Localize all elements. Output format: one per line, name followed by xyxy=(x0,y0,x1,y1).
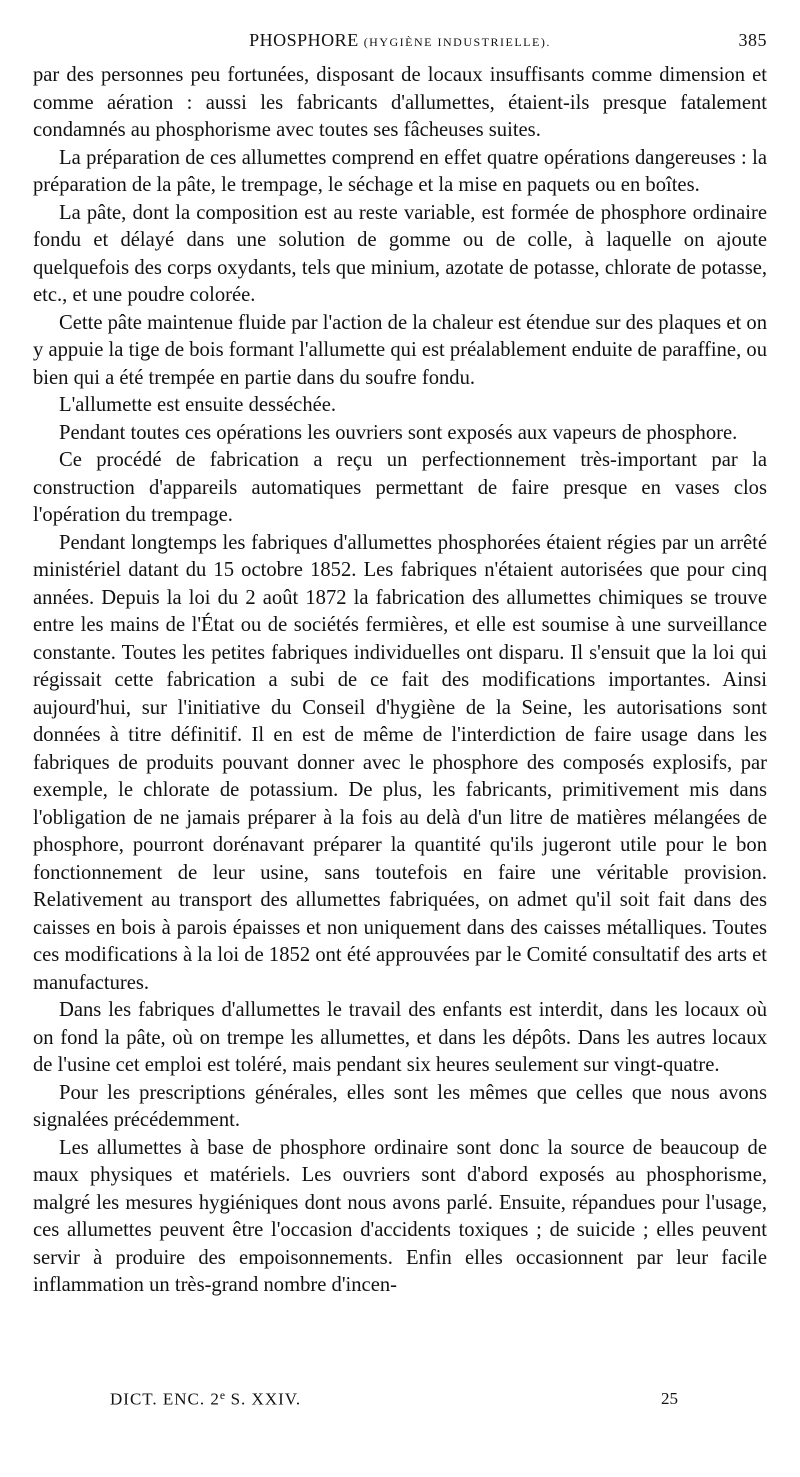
paragraph: par des personnes peu fortunées, disposant de locaux insuffisants comme dimension et comme aération : aussi les fabricants d'allumettes, étaient-ils presque fatalement condamnés au phosphorisme avec toutes ses fâcheuses suites. xyxy=(33,64,767,141)
paragraph: La pâte, dont la composition est au reste variable, est formée de phosphore ordinaire fondu et délayé dans une solution de gomme ou de colle, à laquelle on ajoute quelquefois des corps oxydants, tels que minium, azotate de potasse, chlorate de potasse, etc., et une poudre colorée. xyxy=(33,201,767,306)
header-title-line xyxy=(33,30,767,51)
paragraph: Pendant longtemps les fabriques d'allumettes phosphorées étaient régies par un arrêté ministériel datant du 15 octobre 1852. Les fabriques n'étaient autorisées que pour cinq années. Depuis la loi du 2 août 1872 la fabrication des allumettes chimiques se trouve entre les mains de l'État ou de sociétés fermières, et elle est soumise à une surveillance constante. Toutes les petites fabriques individuelles ont disparu. Il s'ensuit que la loi qui régissait cette fabrication a subi de ce fait des modifications importantes. Ainsi aujourd'hui, sur l'initiative du Conseil d'hygiène de la Seine, les autorisations sont données à titre définitif. Il en est de même de l'interdiction de faire usage dans les fabriques de produits pouvant donner avec le phosphore des composés explosifs, par exemple, le chlorate de potassium. De plus, les fabricants, primitivement mis dans l'obligation de ne jamais préparer à la fois au delà d'un litre de matières mélangées de phosphore, pourront dorénavant préparer la quantité qu'ils jugeront utile pour le bon fonctionnement de leur usine, sans toutefois en faire une véritable provision. Relativement au transport des allumettes fabriquées, on admet qu'il soit fait dans des caisses en bois à parois épaisses et non uniquement dans des caisses métalliques. Toutes ces modifications à la loi de 1852 ont été approuvées par le Comité consultatif des arts et manufactures. xyxy=(33,531,767,994)
paragraph: Cette pâte maintenue fluide par l'action de la chaleur est étendue sur des plaques et on y appuie la tige de bois formant l'allumette qui est préalablement enduite de paraffine, ou bien qui a été trempée en partie dans du soufre fondu. xyxy=(33,311,767,389)
paragraph: Pendant toutes ces opérations les ouvriers sont exposés aux vapeurs de phosphore. xyxy=(59,421,738,444)
running-header xyxy=(33,30,767,54)
signature-prefix: DICT. ENC. 2 xyxy=(110,1389,220,1409)
sheet-number: 25 xyxy=(661,1389,678,1408)
header-subtitle: (HYGIÈNE INDUSTRIELLE). xyxy=(363,35,551,49)
body-text xyxy=(33,62,767,1300)
page-footer xyxy=(110,1389,690,1413)
series-mark: e xyxy=(219,1389,227,1402)
paragraph: L'allumette est ensuite desséchée. xyxy=(59,394,337,416)
signature-suffix: S. XXIV. xyxy=(230,1389,302,1409)
printer-signature xyxy=(110,1389,301,1410)
paragraph: Ce procédé de fabrication a reçu un perfectionnement très-important par la construction d'appareils automatiques permettant de faire presque en vases clos l'opération du trempage. xyxy=(33,449,767,526)
page-number: 385 xyxy=(738,30,767,50)
paragraph: La préparation de ces allumettes comprend en effet quatre opérations dangereuses : la préparation de la pâte, le trempage, le séchage et la mise en paquets ou en boîtes. xyxy=(33,146,767,196)
paragraph: Les allumettes à base de phosphore ordinaire sont donc la source de beaucoup de maux physiques et matériels. Les ouvriers sont d'abord exposés au phosphorisme, malgré les mesures hygiéniques dont nous avons parlé. Ensuite, répandues pour l'usage, ces allumettes peuvent être l'occasion d'accidents toxiques ; de suicide ; elles peuvent servir à produire des empoisonnements. Enfin elles occasionnent par leur facile inflammation un très-grand nombre d'incen- xyxy=(33,1136,767,1296)
paragraph: Pour les prescriptions générales, elles sont les mêmes que celles que nous avons signalées précédemment. xyxy=(33,1081,767,1131)
paragraph: Dans les fabriques d'allumettes le travail des enfants est interdit, dans les locaux où on fond la pâte, où on trempe les allumettes, et dans les dépôts. Dans les autres locaux de l'usine cet emploi est toléré, mais pendant six heures seulement sur vingt-quatre. xyxy=(33,999,767,1076)
header-title: PHOSPHORE xyxy=(249,30,359,50)
